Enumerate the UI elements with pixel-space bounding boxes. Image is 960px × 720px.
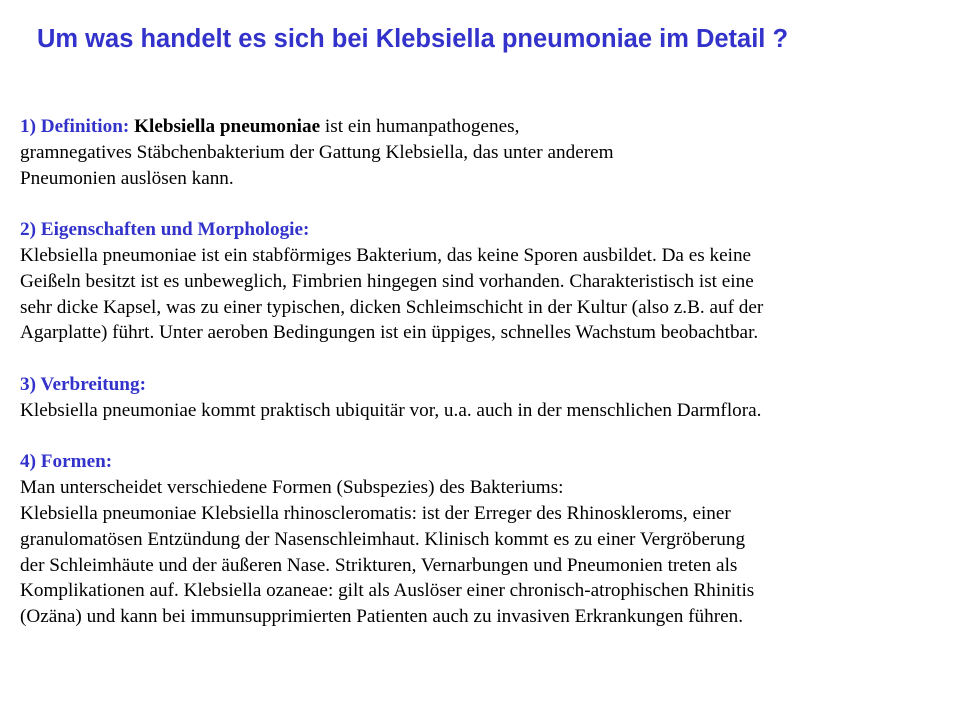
section-line (20, 114, 955, 140)
section-line: granulomatösen Entzündung der Nasenschleimhaut. Klinisch kommt es zu einer Vergröberung (20, 528, 746, 550)
section-line: Klebsiella pneumoniae kommt praktisch ubiquitär vor, u.a. auch in der menschlichen Darmflora. (20, 399, 762, 421)
slide-title: Um was handelt es sich bei Klebsiella pneumoniae im Detail ? (37, 25, 789, 53)
section-line: sehr dicke Kapsel, was zu einer typischen, dicken Schleimschicht in der Kultur (also z.B. auf der (20, 296, 764, 318)
section-line: Klebsiella pneumoniae ist ein stabförmiges Bakterium, das keine Sporen ausbildet. Da es keine (20, 244, 752, 266)
section-line: Man unterscheidet verschiedene Formen (Subspezies) des Bakteriums: (20, 477, 564, 499)
section-line: gramnegatives Stäbchenbakterium der Gattung Klebsiella, das unter anderem (20, 141, 614, 163)
section-forms (20, 449, 955, 630)
bold-term: Klebsiella pneumoniae (134, 116, 321, 137)
line-text: ist ein humanpathogenes, (320, 116, 520, 137)
section-properties (20, 217, 955, 346)
section-line: Klebsiella pneumoniae Klebsiella rhinoscleromatis: ist der Erreger des Rhinoskleroms, einer (20, 502, 731, 524)
section-distribution (20, 372, 955, 424)
section-heading: 4) Formen: (20, 451, 113, 473)
slide-body (20, 114, 955, 630)
section-heading: 1) Definition: (20, 116, 130, 137)
section-heading: 3) Verbreitung: (20, 373, 146, 395)
section-line: Komplikationen auf. Klebsiella ozaneae: gilt als Auslöser einer chronisch-atrophischen Rhinitis (20, 580, 755, 602)
section-line: Pneumonien auslösen kann. (20, 167, 234, 189)
section-line: Agarplatte) führt. Unter aeroben Bedingungen ist ein üppiges, schnelles Wachstum beobachtbar. (20, 322, 759, 344)
section-line: der Schleimhäute und der äußeren Nase. Strikturen, Vernarbungen und Pneumonien treten als (20, 554, 738, 576)
section-definition (20, 114, 955, 191)
section-line: (Ozäna) und kann bei immunsupprimierten Patienten auch zu invasiven Erkrankungen führen. (20, 606, 744, 628)
section-line: Geißeln besitzt ist es unbeweglich, Fimbrien hingegen sind vorhanden. Charakteristisch ist eine (20, 270, 754, 292)
section-heading: 2) Eigenschaften und Morphologie: (20, 219, 310, 241)
